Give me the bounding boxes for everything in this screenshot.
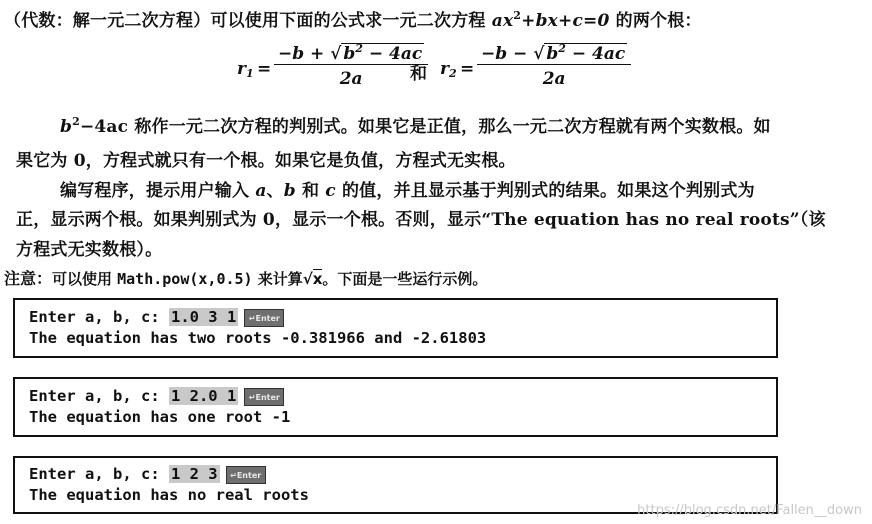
r2-label: $r_2$: [440, 59, 457, 80]
enter-key-icon: ↵Enter: [244, 309, 284, 327]
enter-key-icon: ↵Enter: [244, 388, 284, 406]
sqrt-x: √x: [302, 270, 323, 288]
note-label: 注意：: [4, 269, 53, 288]
example-2-input-line: Enter a, b, c: 1 2.0 1 ↵Enter: [29, 387, 284, 406]
r1-numerator: −b + √ $b^2 - 4ac$: [274, 44, 428, 65]
example-3-input-line: Enter a, b, c: 1 2 3 ↵Enter: [29, 465, 266, 484]
equation-ax: ax: [491, 11, 514, 31]
equation-rest: +bx+c=0: [521, 11, 610, 31]
user-input: 1.0 3 1: [170, 308, 237, 326]
r1-fraction: [274, 44, 428, 89]
example-1-output: The equation has two roots -0.381966 and -2.61803: [29, 329, 487, 347]
user-input: 1 2.0 1: [170, 387, 237, 405]
and-word: 和: [410, 64, 427, 84]
equation-exponent: 2: [513, 9, 522, 22]
discriminant-rest: −4ac: [79, 117, 129, 137]
code-math-pow: Math.pow(x,0.5): [117, 270, 253, 288]
r1-label: $r_1$: [237, 59, 254, 80]
example-1-input-line: Enter a, b, c: 1.0 3 1 ↵Enter: [29, 308, 284, 327]
watermark: https://blog.csdn.net/Fallen__down: [637, 503, 862, 518]
example-box-1: [13, 298, 778, 358]
para1-line2: 果它为 0，方程式就只有一个根。如果它是负值，方程式无实根。: [16, 151, 516, 171]
para2-line2: 正，显示两个根。如果判别式为 0，显示一个根。否则，显示“The equation has no real roots”（该: [16, 210, 826, 230]
discriminant-b: b: [60, 117, 73, 137]
example-2-output: The equation has one root -1: [29, 408, 291, 426]
para1-line1: $b^2-4ac$ 称作一元二次方程的判别式。如果它是正值，那么一元二次方程就有两个实数根。如: [60, 115, 771, 137]
enter-key-icon: ↵Enter: [226, 466, 266, 484]
example-box-2: [13, 377, 778, 437]
example-3-output: The equation has no real roots: [29, 486, 309, 504]
para2-line1: 编写程序，提示用户输入 a、b 和 c 的值，并且显示基于判别式的结果。如果这个判别式为: [60, 181, 755, 201]
r2-numerator: −b − √ $b^2 - 4ac$: [477, 44, 631, 65]
r2-equals: =: [460, 59, 475, 79]
para2-line3: 方程式无实数根）。: [16, 240, 163, 260]
intro-line: [4, 6, 702, 31]
note-line: 注意：可以使用 Math.pow(x,0.5) 来计算√x。下面是一些运行示例。: [4, 269, 488, 288]
intro-tail: 的两个根：: [615, 11, 702, 31]
r2-denominator: 2a: [542, 69, 566, 89]
topic-label: （代数：解一元二次方程）: [4, 11, 211, 31]
r1-equals: =: [257, 59, 272, 79]
intro-text: 可以使用下面的公式求一元二次方程: [210, 11, 486, 31]
r2-fraction: [477, 44, 631, 89]
r1-denominator: 2a: [339, 69, 363, 89]
user-input: 1 2 3: [170, 465, 218, 483]
